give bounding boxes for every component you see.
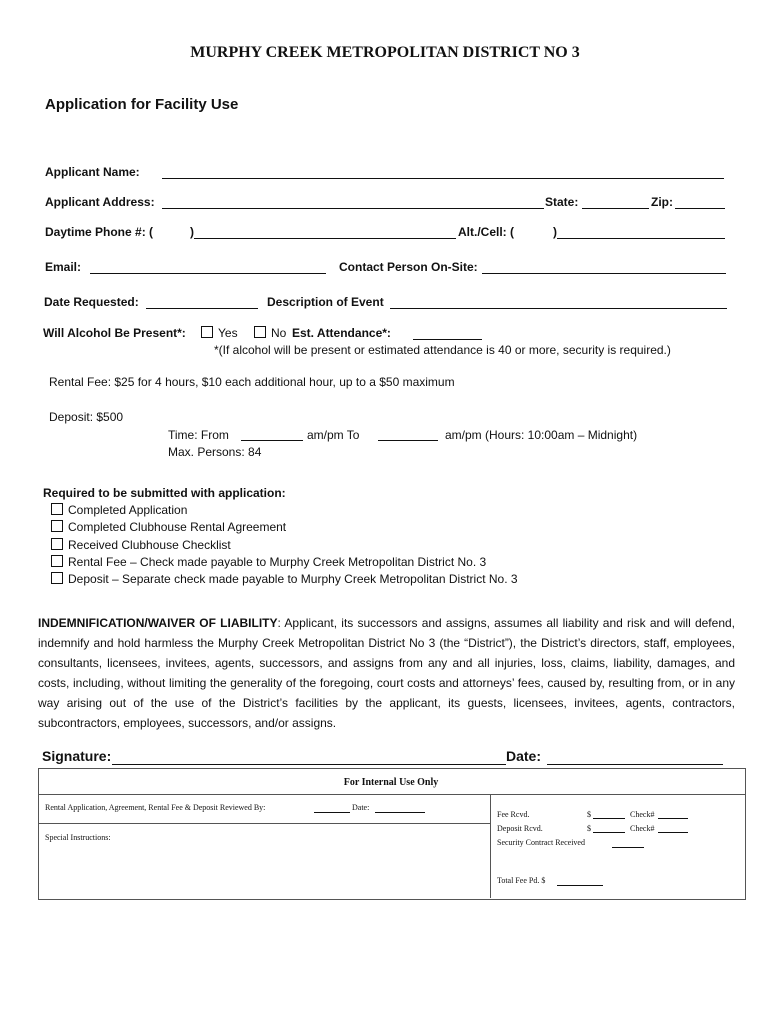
security-contract-field[interactable]	[612, 847, 644, 848]
ampm-to-label: am/pm To	[307, 428, 360, 442]
reviewed-date-label: Date:	[352, 803, 370, 812]
deposit-check-label: Check#	[630, 824, 655, 833]
attendance-field[interactable]	[413, 339, 482, 340]
rental-fee-text: Rental Fee: $25 for 4 hours, $10 each additional hour, up to a $50 maximum	[49, 375, 455, 389]
requirement-checkbox[interactable]	[51, 538, 63, 550]
total-fee-field[interactable]	[557, 885, 603, 886]
alcohol-label: Will Alcohol Be Present*:	[43, 326, 186, 340]
fee-check-label: Check#	[630, 810, 655, 819]
special-instructions-label: Special Instructions:	[45, 833, 111, 842]
deposit-text: Deposit: $500	[49, 410, 124, 424]
yes-checkbox[interactable]	[201, 326, 213, 338]
requirement-item[interactable]	[51, 555, 486, 569]
signature-field[interactable]	[112, 764, 506, 765]
contact-person-field[interactable]	[482, 273, 726, 274]
requirement-checkbox[interactable]	[51, 520, 63, 532]
max-persons-text: Max. Persons: 84	[168, 445, 262, 459]
reviewed-date-field[interactable]	[375, 812, 425, 813]
requirement-label: Deposit – Separate check made payable to Murphy Creek Metropolitan District No. 3	[68, 572, 518, 586]
internal-header-divider	[38, 794, 745, 795]
applicant-address-label: Applicant Address:	[45, 195, 155, 209]
requirement-label: Rental Fee – Check made payable to Murphy Creek Metropolitan District No. 3	[68, 555, 487, 569]
form-subtitle: Application for Facility Use	[45, 96, 239, 113]
contact-person-label: Contact Person On-Site:	[339, 260, 478, 274]
security-contract-label: Security Contract Received	[497, 838, 585, 847]
requirement-checkbox[interactable]	[51, 555, 63, 567]
requirement-item[interactable]	[51, 572, 518, 586]
page-title: MURPHY CREEK METROPOLITAN DISTRICT NO 3	[190, 44, 580, 61]
date-requested-field[interactable]	[146, 308, 258, 309]
applicant-address-field[interactable]	[162, 208, 544, 209]
signature-label: Signature:	[42, 748, 112, 764]
time-from-label: Time: From	[168, 428, 229, 442]
requirement-checkbox[interactable]	[51, 572, 63, 584]
alt-paren-close: )	[553, 225, 557, 239]
daytime-phone-field[interactable]	[194, 238, 456, 239]
reviewed-by-field[interactable]	[314, 812, 350, 813]
phone-paren-close: )	[190, 225, 194, 239]
total-fee-label: Total Fee Pd. $	[497, 876, 546, 885]
time-to-field[interactable]	[378, 440, 438, 441]
requirement-item[interactable]	[51, 520, 286, 534]
applicant-name-label: Applicant Name:	[45, 165, 140, 179]
requirement-item[interactable]	[51, 503, 187, 517]
internal-vertical-divider	[490, 795, 491, 898]
deposit-amount-field[interactable]	[593, 832, 625, 833]
no-checkbox[interactable]	[254, 326, 266, 338]
alt-cell-field[interactable]	[557, 238, 725, 239]
no-label: No	[271, 326, 287, 340]
alcohol-note: *(If alcohol will be present or estimated attendance is 40 or more, security is required.)	[214, 343, 671, 357]
alcohol-no-option[interactable]	[254, 326, 286, 340]
fee-amount-field[interactable]	[593, 818, 625, 819]
signature-date-label: Date:	[506, 748, 542, 764]
fee-rcvd-label: Fee Rcvd.	[497, 810, 530, 819]
internal-use-heading: For Internal Use Only	[343, 777, 439, 788]
waiver-text: : Applicant, its successors and assigns, assumes all liability and risk and will defend, indemnify and hold harmless the Murphy Creek Metropolitan District No 3 (the “District”), the District’s directors, staff, employees, consultants, licensees, invitees, agents, successors, and assigns from any and all injuries, loss, claims, liability, damages, and costs, including, without limiting the generality of the foregoing, court costs and attorneys’ fees, caused by, resulting from, or in any way arising out of the use of the District’s facilities by the applicant, its guests, licensees, invitees, agents, contractors, subcontractors, employees, successors, and/or assigns.	[38, 616, 735, 730]
waiver-heading: INDEMNIFICATION/WAIVER OF LIABILITY	[38, 616, 278, 630]
reviewed-by-label: Rental Application, Agreement, Rental Fee & Deposit Reviewed By:	[45, 803, 266, 812]
requirement-label: Received Clubhouse Checklist	[68, 538, 231, 552]
requirement-label: Completed Application	[68, 503, 188, 517]
zip-label: Zip:	[651, 195, 673, 209]
description-field[interactable]	[390, 308, 727, 309]
requirement-label: Completed Clubhouse Rental Agreement	[68, 520, 287, 534]
requirement-checkbox[interactable]	[51, 503, 63, 515]
yes-label: Yes	[218, 326, 238, 340]
time-from-field[interactable]	[241, 440, 303, 441]
deposit-check-field[interactable]	[658, 832, 688, 833]
alcohol-yes-option[interactable]	[201, 326, 238, 340]
description-label: Description of Event	[267, 295, 384, 309]
fee-dollar: $	[587, 810, 591, 819]
state-field[interactable]	[582, 208, 649, 209]
fee-check-field[interactable]	[658, 818, 688, 819]
requirement-item[interactable]	[51, 538, 231, 552]
state-label: State:	[545, 195, 579, 209]
email-field[interactable]	[90, 273, 326, 274]
hours-label: am/pm (Hours: 10:00am – Midnight)	[445, 428, 638, 442]
alt-cell-label: Alt./Cell: (	[458, 225, 514, 239]
deposit-dollar: $	[587, 824, 591, 833]
zip-field[interactable]	[675, 208, 725, 209]
waiver-paragraph	[38, 613, 735, 733]
signature-date-field[interactable]	[547, 764, 723, 765]
applicant-name-field[interactable]	[162, 178, 724, 179]
attendance-label: Est. Attendance*:	[292, 326, 391, 340]
email-label: Email:	[45, 260, 82, 274]
deposit-rcvd-label: Deposit Rcvd.	[497, 824, 543, 833]
internal-left-divider	[38, 823, 490, 824]
date-requested-label: Date Requested:	[44, 295, 139, 309]
requirements-heading: Required to be submitted with application:	[43, 486, 286, 500]
daytime-phone-label: Daytime Phone #: (	[45, 225, 154, 239]
